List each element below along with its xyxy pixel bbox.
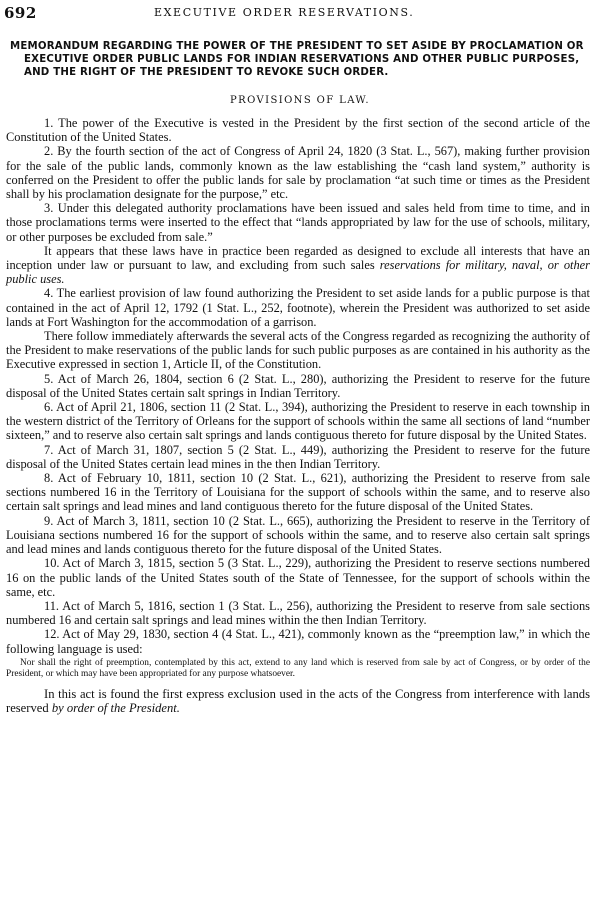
memorandum-title: MEMORANDUM REGARDING THE POWER OF THE PRESIDENT TO SET ASIDE BY PROCLAMATION OR EXECUTIVE ORDER PUBLIC LANDS FOR INDIAN RESERVATIONS AND OTHER PUBLIC PURPOSES, AND THE RIGHT OF THE PRESIDENT TO REVOKE SUCH ORDER. — [10, 41, 584, 78]
closing-italic: by order of the President. — [51, 700, 180, 715]
closing-paragraph — [6, 687, 590, 715]
page-header — [4, 4, 594, 22]
paragraph-3b — [6, 244, 590, 287]
paragraph-1: 1. The power of the Executive is vested in the President by the first section of the second article of the Constitution of the United States. — [6, 116, 590, 145]
body-text — [6, 116, 590, 715]
paragraph-4: 4. The earliest provision of law found authorizing the President to set aside lands for a public purpose is that contained in the act of April 12, 1792 (1 Stat. L., 252, footnote), wherein the President was authorized to set aside lands at Fort Washington for the accommodation of a garrison. — [6, 286, 590, 329]
paragraph-12: 12. Act of May 29, 1830, section 4 (4 Stat. L., 421), commonly known as the “preemption law,” in which the following language is used: — [6, 627, 590, 656]
running-head: EXECUTIVE ORDER RESERVATIONS. — [154, 6, 415, 19]
closing-text: In this act is found the first express exclusion used in the acts of the Congress from interference with lands reserved — [6, 686, 590, 715]
paragraph-11: 11. Act of March 5, 1816, section 1 (3 Stat. L., 256), authorizing the President to reserve from sale sections numbered 16 and certain salt springs and lead mines within the then Indian Territory. — [6, 598, 590, 628]
paragraph-10: 10. Act of March 3, 1815, section 5 (3 Stat. L., 229), authorizing the President to reserve sections numbered 16 on the public lands of the United States south of the State of Tennessee, for the support of schools within the same, etc. — [6, 556, 590, 599]
paragraph-6: 6. Act of April 21, 1806, section 11 (2 Stat. L., 394), authorizing the President to reserve in each township in the western district of the Territory of Orleans for the support of schools within the same all sections of land “number sixteen,” and to reserve also certain salt springs and lands contiguous thereto for future disposal by the United States. — [6, 400, 590, 443]
paragraph-3: 3. Under this delegated authority proclamations have been issued and sales held from time to time, and in those proclamations terms were inserted to the effect that “lands appropriated by law for the use of schools, military, or other purposes be excluded from sale.” — [6, 201, 590, 244]
paragraph-8: 8. Act of February 10, 1811, section 10 (2 Stat. L., 621), authorizing the President to reserve from sale sections numbered 16 in the Territory of Louisiana for the support of schools within the same, and to reserve also certain salt springs and lead mines and land contiguous thereto for the future disposal of the United States. — [6, 471, 590, 514]
paragraph-3b-text: It appears that these laws have in practice been regarded as designed to exclude all interests that have an inception under law or pursuant to law, and excluding from such sales — [6, 243, 590, 273]
block-quote: Nor shall the right of preemption, contemplated by this act, extend to any land which is reserved from sale by act of Congress, or by order of the President, or which may have been appropriated for any purpose whatsoever. — [6, 657, 590, 680]
section-heading: PROVISIONS OF LAW. — [230, 95, 370, 106]
paragraph-4b: There follow immediately afterwards the several acts of the Congress regarded as recognizing the authority of the President to make reservations of the public lands for such public purposes as are contained in his authority as the Executive expressed in section 1, Article II, of the Constitution. — [6, 329, 590, 372]
paragraph-3b-italic: reservations for military, naval, or other public uses. — [6, 258, 590, 287]
paragraph-2: 2. By the fourth section of the act of Congress of April 24, 1820 (3 Stat. L., 567), making further provision for the sale of the public lands, commonly known as the law establishing the “cash land system,” authority is conferred on the President to offer the public lands for sale by proclamation “at such time or times as the President shall by his proclamation designate for the purpose,” etc. — [6, 144, 590, 202]
paragraph-9: 9. Act of March 3, 1811, section 10 (2 Stat. L., 665), authorizing the President to reserve in the Territory of Louisiana sections numbered 16 for the support of schools within the same, and to reserve also certain salt springs and lead mines and lands contiguous thereto for the future disposal of the United States. — [6, 513, 590, 557]
paragraph-7: 7. Act of March 31, 1807, section 5 (2 Stat. L., 449), authorizing the President to reserve for the future disposal of the United States certain lead mines in the then Indian Territory. — [6, 442, 590, 471]
page-number: 692 — [4, 4, 37, 22]
paragraph-5: 5. Act of March 26, 1804, section 6 (2 Stat. L., 280), authorizing the President to reserve for the future disposal of the United States certain salt springs in Indian Territory. — [6, 371, 590, 400]
